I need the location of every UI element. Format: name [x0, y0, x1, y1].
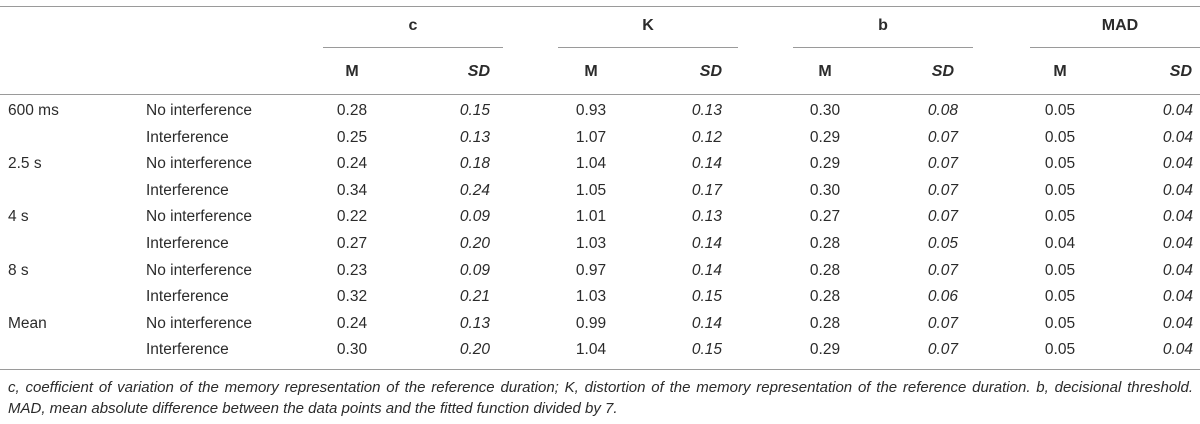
sd-value: 0.15	[459, 102, 490, 119]
mean-value: 1.03	[575, 235, 607, 252]
sd-value: 0.04	[1162, 208, 1193, 226]
sd-value: 0.14	[691, 155, 722, 173]
subheader-sd: SD	[467, 63, 490, 80]
sd-value: 0.04	[1162, 341, 1193, 359]
mean-value: 0.28	[809, 288, 841, 306]
row-duration: Mean	[8, 314, 47, 332]
mean-value: 0.93	[575, 102, 607, 119]
sd-value: 0.06	[927, 288, 958, 306]
row-condition: Interference	[146, 128, 229, 146]
sd-value: 0.07	[927, 341, 958, 359]
group-rule-c	[323, 47, 503, 48]
mean-value: 1.05	[575, 181, 607, 199]
sd-value: 0.09	[459, 208, 490, 226]
group-rule-b	[793, 47, 973, 48]
sd-value: 0.13	[459, 314, 490, 332]
row-condition: No interference	[146, 102, 252, 119]
sd-value: 0.13	[459, 128, 490, 146]
table-caption: c, coefficient of variation of the memory representation of the reference duration; K, distortion of the memory representation of the reference duration. b, decisional threshold. MAD, mean absolute difference between the data points and the fitted function divided by 7.	[8, 379, 1193, 417]
group-header-b: b	[878, 17, 888, 34]
mean-value: 0.30	[336, 341, 368, 359]
mean-value: 0.29	[809, 155, 841, 173]
mean-value: 0.34	[336, 181, 368, 199]
mean-value: 1.04	[575, 155, 607, 173]
mean-value: 0.05	[1044, 128, 1076, 146]
table-row	[0, 231, 1200, 258]
sd-value: 0.15	[691, 341, 722, 359]
table-row	[0, 98, 1200, 125]
mean-value: 0.05	[1044, 155, 1076, 173]
row-condition: Interference	[146, 235, 229, 252]
table-row	[0, 204, 1200, 231]
row-duration: 2.5 s	[8, 155, 42, 173]
sd-value: 0.18	[459, 155, 490, 173]
mean-value: 0.27	[336, 235, 368, 252]
sd-value: 0.20	[459, 341, 490, 359]
sd-value: 0.04	[1162, 288, 1193, 306]
mean-value: 0.05	[1044, 181, 1076, 199]
table-row	[0, 178, 1200, 205]
sd-value: 0.07	[927, 181, 958, 199]
group-header-c: c	[408, 17, 418, 34]
table-top-rule	[0, 6, 1200, 7]
subheader-m: M	[584, 63, 598, 80]
table-row	[0, 125, 1200, 152]
table-row	[0, 258, 1200, 285]
mean-value: 1.07	[575, 128, 607, 146]
mean-value: 0.28	[809, 261, 841, 279]
row-condition: No interference	[146, 155, 252, 173]
row-condition: No interference	[146, 314, 252, 332]
sd-value: 0.04	[1162, 128, 1193, 146]
group-rule-k	[558, 47, 738, 48]
mean-value: 0.28	[809, 235, 841, 252]
mean-value: 0.22	[336, 208, 368, 226]
sd-value: 0.14	[691, 235, 722, 252]
sd-value: 0.09	[459, 261, 490, 279]
mean-value: 0.24	[336, 155, 368, 173]
sd-value: 0.05	[927, 235, 958, 252]
mean-value: 0.99	[575, 314, 607, 332]
row-duration: 600 ms	[8, 102, 59, 119]
mean-value: 0.29	[809, 341, 841, 359]
mean-value: 0.05	[1044, 314, 1076, 332]
mean-value: 1.01	[575, 208, 607, 226]
group-header-mad: MAD	[1101, 17, 1139, 34]
subheader-sd: SD	[931, 63, 954, 80]
sd-value: 0.20	[459, 235, 490, 252]
sd-value: 0.04	[1162, 314, 1193, 332]
sd-value: 0.07	[927, 261, 958, 279]
table-row	[0, 284, 1200, 311]
row-condition: No interference	[146, 261, 252, 279]
group-rule-mad	[1030, 47, 1200, 48]
mean-value: 0.29	[809, 128, 841, 146]
table-row	[0, 311, 1200, 338]
table-row	[0, 337, 1200, 364]
sd-value: 0.04	[1162, 181, 1193, 199]
sd-value: 0.07	[927, 208, 958, 226]
sd-value: 0.04	[1162, 261, 1193, 279]
row-duration: 8 s	[8, 261, 29, 279]
group-header-k: K	[642, 17, 654, 34]
sd-value: 0.17	[691, 181, 722, 199]
mean-value: 0.05	[1044, 208, 1076, 226]
mean-value: 0.24	[336, 314, 368, 332]
row-condition: Interference	[146, 288, 229, 306]
sd-value: 0.07	[927, 314, 958, 332]
subheader-sd: SD	[1169, 63, 1192, 80]
mean-value: 0.27	[809, 208, 841, 226]
mean-value: 0.25	[336, 128, 368, 146]
header-bottom-rule	[0, 94, 1200, 95]
mean-value: 1.03	[575, 288, 607, 306]
mean-value: 0.05	[1044, 102, 1076, 119]
row-condition: No interference	[146, 208, 252, 226]
row-condition: Interference	[146, 181, 229, 199]
mean-value: 0.05	[1044, 341, 1076, 359]
subheader-m: M	[818, 63, 832, 80]
row-condition: Interference	[146, 341, 229, 359]
sd-value: 0.14	[691, 314, 722, 332]
sd-value: 0.07	[927, 128, 958, 146]
mean-value: 0.28	[809, 314, 841, 332]
mean-value: 0.32	[336, 288, 368, 306]
mean-value: 0.04	[1044, 235, 1076, 252]
mean-value: 0.30	[809, 181, 841, 199]
sd-value: 0.08	[927, 102, 958, 119]
sd-value: 0.07	[927, 155, 958, 173]
mean-value: 0.23	[336, 261, 368, 279]
mean-value: 0.05	[1044, 261, 1076, 279]
sd-value: 0.04	[1162, 102, 1193, 119]
mean-value: 0.97	[575, 261, 607, 279]
row-duration: 4 s	[8, 208, 29, 226]
table-bottom-rule	[0, 369, 1200, 370]
mean-value: 0.28	[336, 102, 368, 119]
subheader-m: M	[345, 63, 359, 80]
sd-value: 0.04	[1162, 155, 1193, 173]
sd-value: 0.13	[691, 208, 722, 226]
mean-value: 1.04	[575, 341, 607, 359]
mean-value: 0.05	[1044, 288, 1076, 306]
sd-value: 0.13	[691, 102, 722, 119]
subheader-sd: SD	[699, 63, 722, 80]
table-row	[0, 151, 1200, 178]
sd-value: 0.14	[691, 261, 722, 279]
mean-value: 0.30	[809, 102, 841, 119]
subheader-m: M	[1053, 63, 1067, 80]
sd-value: 0.24	[459, 181, 490, 199]
sd-value: 0.15	[691, 288, 722, 306]
sd-value: 0.04	[1162, 235, 1193, 252]
sd-value: 0.21	[459, 288, 490, 306]
sd-value: 0.12	[691, 128, 722, 146]
